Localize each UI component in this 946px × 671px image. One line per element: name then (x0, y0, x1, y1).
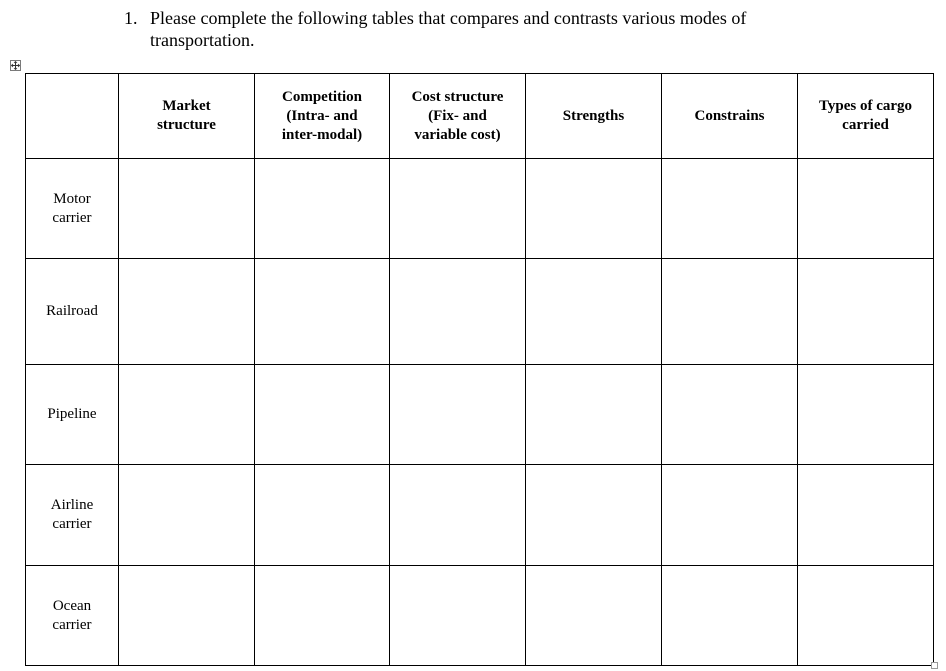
table-row-pipeline (26, 365, 934, 465)
table-cell[interactable] (798, 159, 934, 259)
column-header-types-of-cargo[interactable]: Types of cargo carried (798, 74, 934, 159)
table-cell[interactable] (255, 159, 390, 259)
table-row-ocean-carrier (26, 566, 934, 666)
question (124, 7, 824, 51)
table-row-railroad (26, 259, 934, 365)
table-cell[interactable] (662, 465, 798, 566)
row-label-railroad[interactable]: Railroad (26, 259, 119, 365)
column-header-constrains[interactable]: Constrains (662, 74, 798, 159)
table-cell[interactable] (390, 365, 526, 465)
table-cell[interactable] (119, 159, 255, 259)
table-row-airline-carrier (26, 465, 934, 566)
table-cell[interactable] (526, 259, 662, 365)
table-cell[interactable] (390, 159, 526, 259)
table-cell[interactable] (526, 566, 662, 666)
table-resize-handle-icon[interactable] (931, 662, 938, 669)
row-label-pipeline[interactable]: Pipeline (26, 365, 119, 465)
table-cell[interactable] (526, 465, 662, 566)
table-row-motor-carrier (26, 159, 934, 259)
table-cell[interactable] (255, 465, 390, 566)
table-cell[interactable] (390, 566, 526, 666)
row-label-ocean-carrier[interactable]: Ocean carrier (26, 566, 119, 666)
table-cell[interactable] (662, 259, 798, 365)
question-number: 1. (124, 8, 138, 28)
row-label-airline-carrier[interactable]: Airline carrier (26, 465, 119, 566)
table-cell[interactable] (662, 159, 798, 259)
table-cell[interactable] (119, 365, 255, 465)
table-cell[interactable] (119, 259, 255, 365)
table-move-handle-icon[interactable] (10, 60, 21, 71)
transportation-modes-table (25, 73, 934, 666)
table-cell[interactable] (255, 566, 390, 666)
table-cell[interactable] (255, 259, 390, 365)
table-cell[interactable] (662, 365, 798, 465)
table-cell[interactable] (119, 465, 255, 566)
table-cell[interactable] (798, 566, 934, 666)
table-cell[interactable] (798, 365, 934, 465)
table-header-row (26, 74, 934, 159)
table-cell[interactable] (798, 259, 934, 365)
table-cell[interactable] (119, 566, 255, 666)
question-text: Please complete the following tables that compares and contrasts various modes of transportation. (150, 8, 747, 50)
corner-cell[interactable] (26, 74, 119, 159)
table-cell[interactable] (526, 159, 662, 259)
table-cell[interactable] (255, 365, 390, 465)
table-cell[interactable] (390, 465, 526, 566)
table-cell[interactable] (662, 566, 798, 666)
column-header-competition[interactable]: Competition (Intra- and inter-modal) (255, 74, 390, 159)
table-cell[interactable] (390, 259, 526, 365)
column-header-strengths[interactable]: Strengths (526, 74, 662, 159)
column-header-market-structure[interactable]: Market structure (119, 74, 255, 159)
table-cell[interactable] (526, 365, 662, 465)
table-cell[interactable] (798, 465, 934, 566)
row-label-motor-carrier[interactable]: Motor carrier (26, 159, 119, 259)
column-header-cost-structure[interactable]: Cost structure (Fix- and variable cost) (390, 74, 526, 159)
